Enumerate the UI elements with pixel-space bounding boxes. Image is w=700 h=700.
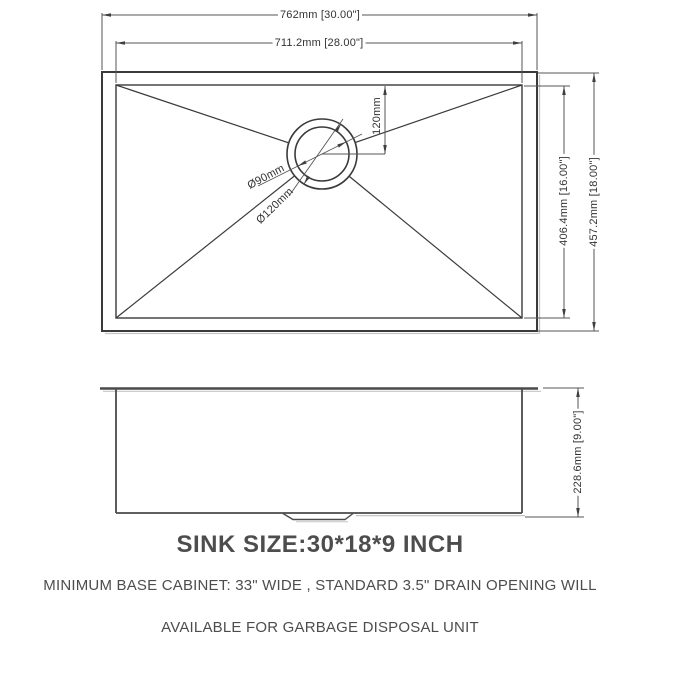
dim-height-outer: 457.2mm [18.00"] (588, 157, 600, 247)
outer-rim-rect (102, 72, 537, 331)
sink-size-title: SINK SIZE:30*18*9 INCH (176, 531, 464, 558)
dim-width-inner: 711.2mm [28.00"] (274, 37, 364, 49)
sink-body-outline (116, 389, 522, 513)
side-view (100, 388, 584, 522)
top-view (102, 13, 599, 334)
disposal-note: AVAILABLE FOR GARBAGE DISPOSAL UNIT (161, 619, 479, 636)
dim-drain-offset: 120mm (371, 97, 383, 135)
cabinet-note: MINIMUM BASE CABINET: 33" WIDE , STANDARD 3.5" DRAIN OPENING WILL (43, 577, 597, 594)
dim-width-outer: 762mm [30.00"] (279, 9, 361, 21)
dim-height-inner: 406.4mm [16.00"] (558, 156, 570, 246)
drain-bump-outline (283, 514, 353, 520)
dim-drain-outer-diameter: Ø120mm (254, 185, 296, 227)
dim-drain-inner-diameter: Ø90mm (245, 162, 287, 192)
dim-depth: 228.6mm [9.00"] (572, 410, 584, 494)
